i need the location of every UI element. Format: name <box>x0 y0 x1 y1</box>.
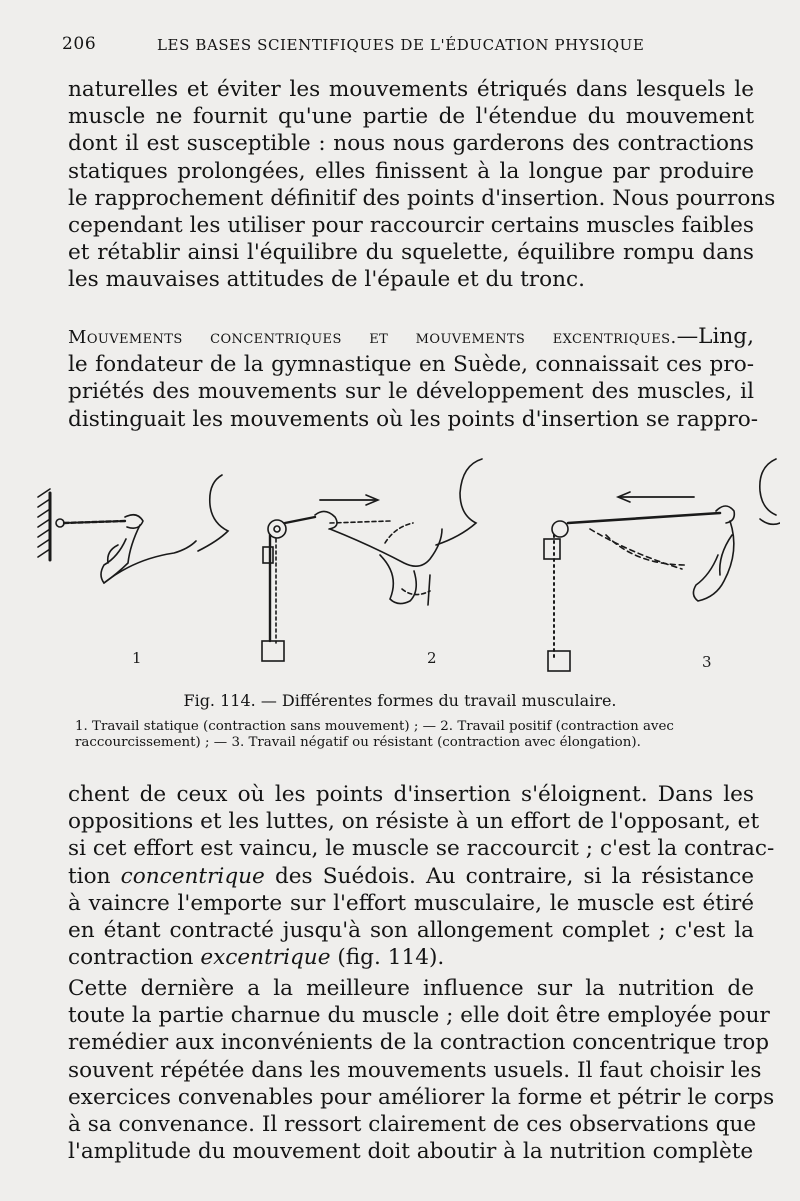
paragraph-line: le rapprochement définitif des points d'insertion. Nous pourrons <box>68 185 776 211</box>
section-line: priétés des mouvements sur le développement des muscles, il <box>68 379 754 405</box>
paragraph-line: en étant contracté jusqu'à son allongement complet ; c'est la <box>68 918 754 944</box>
section-line: le fondateur de la gymnastique en Suède, connaissait ces pro- <box>68 352 754 378</box>
wall-icon <box>38 489 50 560</box>
paragraph-line: et rétablir ainsi l'équilibre du squelette, équilibre rompu dans <box>68 240 754 266</box>
paragraph-line: tion concentrique des Suédois. Au contraire, si la résistance <box>68 863 755 889</box>
paragraph-line: exercices convenables pour améliorer la forme et pétrir le corps <box>68 1084 775 1110</box>
paragraph-line: chent de ceux où les points d'insertion s'éloignent. Dans les <box>68 782 754 807</box>
figure-illustration <box>30 455 780 690</box>
paragraph-line: Cette dernière a la meilleure influence sur la nutrition de <box>68 976 754 1001</box>
figure-label-2: 2 <box>427 649 437 667</box>
figure1-static-arm <box>56 475 228 583</box>
figure-caption: Fig. 114. — Différentes formes du travail musculaire. <box>183 691 617 710</box>
legend-line: 1. Travail statique (contraction sans mouvement) ; — 2. Travail positif (contraction avec <box>75 719 674 734</box>
section-heading: Mouvements concentriques et mouvements excentriques. <box>68 327 677 348</box>
figure-114 <box>30 455 780 690</box>
section-line: distinguait les mouvements où les points d'insertion se rappro- <box>68 406 759 432</box>
paragraph-line: toute la partie charnue du muscle ; elle doit être employée pour <box>68 1003 770 1029</box>
paragraph-line: à vaincre l'emporte sur l'effort musculaire, le muscle est étiré <box>68 890 754 916</box>
paragraph-line: si cet effort est vaincu, le muscle se raccourcit ; c'est la contrac- <box>68 836 775 862</box>
paragraph-3 <box>68 975 775 1165</box>
running-title: LES BASES SCIENTIFIQUES DE L'ÉDUCATION PHYSIQUE <box>157 36 645 54</box>
paragraph-line: cependant les utiliser pour raccourcir certains muscles faibles <box>68 213 754 239</box>
page-number: 206 <box>62 34 97 54</box>
paragraph-line: dont il est susceptible : nous nous garderons des contractions <box>68 131 754 157</box>
figure-label-3: 3 <box>702 653 712 671</box>
section-heading-dash: —Ling, <box>676 324 754 349</box>
paragraph-line: statiques prolongées, elles finissent à la longue par produire <box>68 158 754 184</box>
section-mouvements-concentriques <box>68 323 759 433</box>
paragraph-line: à sa convenance. Il ressort clairement de ces observations que <box>68 1112 757 1138</box>
figure-legend <box>75 719 755 751</box>
figure-label-1: 1 <box>132 649 142 667</box>
paragraph-line: oppositions et les luttes, on résiste à un effort de l'opposant, et <box>68 809 760 835</box>
figure2-positive-work <box>262 459 482 661</box>
paragraph-line: les mauvaises attitudes de l'épaule et du tronc. <box>68 267 585 293</box>
section-heading-line <box>68 323 754 351</box>
paragraph-line: souvent répétée dans les mouvements usuels. Il faut choisir les <box>68 1057 762 1083</box>
paragraph-line: naturelles et éviter les mouvements étriqués dans lesquels le <box>68 77 754 102</box>
running-header <box>62 34 752 58</box>
paragraph-2 <box>68 781 775 971</box>
paragraph-line: l'amplitude du mouvement doit aboutir à la nutrition complète <box>68 1139 754 1165</box>
paragraph-1 <box>68 76 776 294</box>
legend-line: raccourcissement) ; — 3. Travail négatif ou résistant (contraction avec élongation). <box>75 735 641 750</box>
figure3-negative-work <box>544 459 780 671</box>
paragraph-line: remédier aux inconvénients de la contraction concentrique trop <box>68 1030 770 1056</box>
paragraph-line: contraction excentrique (fig. 114). <box>68 945 445 971</box>
paragraph-line: muscle ne fournit qu'une partie de l'étendue du mouvement <box>68 104 754 130</box>
